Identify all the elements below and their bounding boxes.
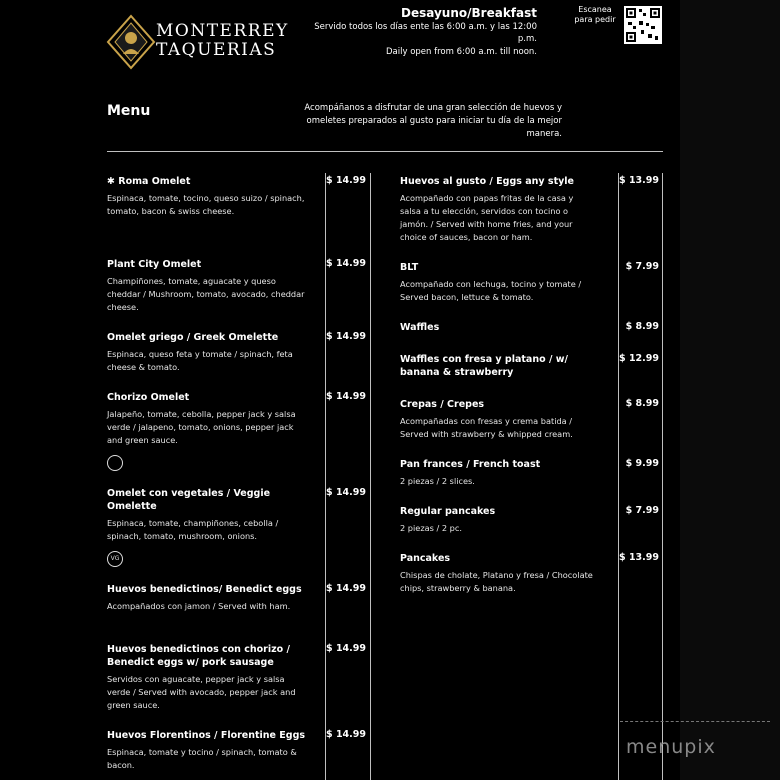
qr-label: Escanea para pedir <box>574 5 616 24</box>
menu-item[interactable] <box>107 331 307 374</box>
item-price: $ 13.99 <box>619 175 659 186</box>
menu-item[interactable] <box>107 643 307 712</box>
menu-item[interactable] <box>107 487 307 543</box>
item-name: Huevos benedictinos/ Benedict eggs <box>107 584 302 595</box>
item-price: $ 14.99 <box>326 583 366 594</box>
menu-item[interactable] <box>400 552 595 595</box>
served-hours-line-2: p.m. <box>517 34 537 44</box>
menu-item[interactable] <box>400 353 590 379</box>
item-description: Champiñones, tomate, aguacate y queso cheddar / Mushroom, tomato, avocado, cheddar cheese. <box>107 276 305 312</box>
spicy-badge-icon <box>107 455 123 471</box>
daily-hours: Daily open from 6:00 a.m. till noon. <box>386 47 537 57</box>
qr-code-icon[interactable] <box>624 6 662 44</box>
menu-item[interactable] <box>107 729 307 772</box>
watermark: menupix <box>626 736 716 758</box>
item-description: Jalapeño, tomate, cebolla, pepper jack y salsa verde / jalapeno, tomato, onions, pepper jack and green sauce. <box>107 409 296 445</box>
logo-line-1: MONTERREY <box>156 21 289 41</box>
item-price: $ 14.99 <box>326 391 366 402</box>
logo-text <box>156 22 289 60</box>
item-name: Pancakes <box>400 553 451 564</box>
watermark-rule <box>620 721 770 722</box>
item-name: BLT <box>400 262 419 273</box>
column-divider <box>370 173 371 780</box>
item-name: Huevos benedictinos con chorizo / Benedict eggs w/ pork sausage <box>107 644 290 668</box>
item-price: $ 8.99 <box>625 398 659 409</box>
item-description: Acompañadas con fresas y crema batida / Served with strawberry & whipped cream. <box>400 416 573 439</box>
item-name: Crepas / Crepes <box>400 399 485 410</box>
menu-item[interactable] <box>107 258 307 314</box>
item-description: 2 piezas / 2 pc. <box>400 523 462 533</box>
item-description: Servidos con aguacate, pepper jack y salsa verde / Served with avocado, pepper jack and green sauce. <box>107 674 296 710</box>
item-name: Plant City Omelet <box>107 259 202 270</box>
item-price: $ 14.99 <box>326 729 366 740</box>
item-description: Espinaca, tomate y tocino / spinach, tomato & bacon. <box>107 747 297 770</box>
menu-item[interactable] <box>400 321 595 334</box>
item-price: $ 14.99 <box>326 258 366 269</box>
menu-item[interactable] <box>400 458 595 488</box>
served-hours-line-1: Servido todos los días ente las 6:00 a.m. y las 12:00 <box>314 22 537 32</box>
item-price: $ 7.99 <box>625 261 659 272</box>
item-name: Waffles con fresa y platano / w/ banana & strawberry <box>400 354 568 378</box>
item-price: $ 14.99 <box>326 487 366 498</box>
item-name: Huevos Florentinos / Florentine Eggs <box>107 730 306 741</box>
item-description: Acompañado con papas fritas de la casa y salsa a tu elección, servidos con tocino o jamón. / Served with home fries, and your choice of sauces, bacon or ham. <box>400 193 574 242</box>
item-description: Acompañados con jamon / Served with ham. <box>107 601 291 611</box>
item-name: ✱ Roma Omelet <box>107 176 191 187</box>
menu-intro: Acompáñanos a disfrutar de una gran selección de huevos y omeletes preparados al gusto para iniciar tu día de la mejor manera. <box>304 103 562 139</box>
item-price: $ 14.99 <box>326 331 366 342</box>
item-price: $ 14.99 <box>326 175 366 186</box>
item-price: $ 14.99 <box>326 643 366 654</box>
item-description: Espinaca, tomate, tocino, queso suizo / spinach, tomato, bacon & swiss cheese. <box>107 193 305 216</box>
item-price: $ 9.99 <box>625 458 659 469</box>
section-title: Desayuno/Breakfast <box>401 6 537 20</box>
menu-item[interactable] <box>400 261 595 304</box>
item-description: Espinaca, tomate, champiñones, cebolla / spinach, tomato, mushroom, onions. <box>107 518 279 541</box>
menu-item[interactable] <box>107 175 307 218</box>
item-name: Omelet griego / Greek Omelette <box>107 332 279 343</box>
item-name: Regular pancakes <box>400 506 496 517</box>
item-name: Waffles <box>400 322 440 333</box>
item-price: $ 8.99 <box>625 321 659 332</box>
item-name: Pan frances / French toast <box>400 459 541 470</box>
item-price: $ 7.99 <box>625 505 659 516</box>
menu-item[interactable] <box>400 175 595 244</box>
item-description: Acompañado con lechuga, tocino y tomate / Served bacon, lettuce & tomato. <box>400 279 582 302</box>
vegetarian-badge-icon: VG <box>107 551 123 567</box>
menu-title: Menu <box>107 103 151 119</box>
item-description: Espinaca, queso feta y tomate / spinach, feta cheese & tomato. <box>107 349 293 372</box>
item-price: $ 12.99 <box>619 353 659 364</box>
logo-line-2: TAQUERIAS <box>156 40 277 60</box>
column-divider <box>662 173 663 780</box>
item-name: Chorizo Omelet <box>107 392 190 403</box>
item-description: 2 piezas / 2 slices. <box>400 476 475 486</box>
item-price: $ 13.99 <box>619 552 659 563</box>
menu-item[interactable] <box>400 398 595 441</box>
item-name: Huevos al gusto / Eggs any style <box>400 176 574 187</box>
divider <box>107 151 663 152</box>
item-name: Omelet con vegetales / Veggie Omelette <box>107 488 271 512</box>
menu-item[interactable] <box>107 391 307 447</box>
menu-item[interactable] <box>107 583 307 613</box>
item-description: Chispas de cholate, Platano y fresa / Chocolate chips, strawberry & banana. <box>400 570 593 593</box>
menu-item[interactable] <box>400 505 595 535</box>
